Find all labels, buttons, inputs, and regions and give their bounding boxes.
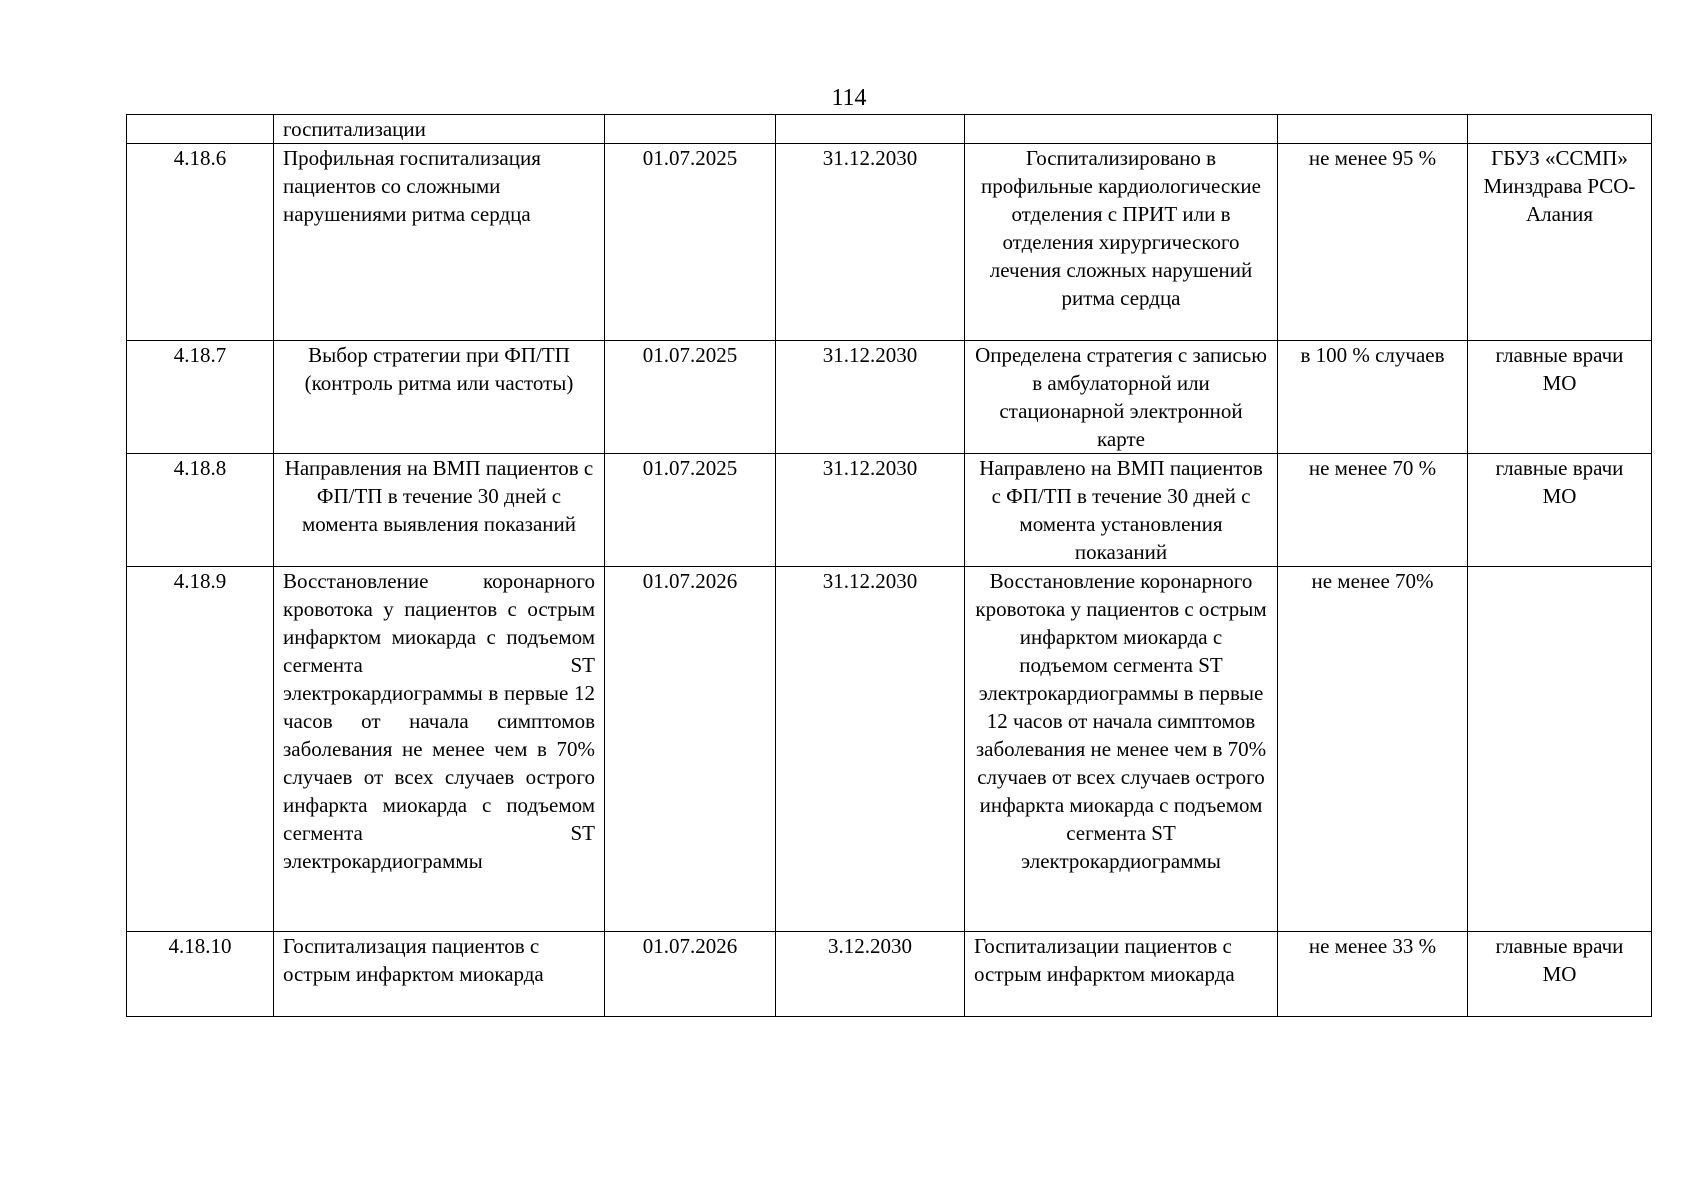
result-cell: Восстановление коронарного кровотока у пациентов с острым инфарктом миокарда с подъемом сегмента ST электрокардиограммы в первые 12 часов от начала симптомов заболевания не менее чем в 70% случаев от всех случаев острого инфаркта миокарда с подъемом сегмента ST электрокардиограммы [965,567,1278,932]
indicator-cell: в 100 % случаев [1278,341,1468,454]
indicator-cell: не менее 70 % [1278,454,1468,567]
item-number-cell: 4.18.6 [127,144,274,341]
result-cell: Госпитализировано в профильные кардиологические отделения с ПРИТ или в отделения хирургического лечения сложных нарушений ритма сердца [965,144,1278,341]
responsible-cell: главные врачи МО [1468,341,1652,454]
table-row [127,115,1652,144]
end-date-cell: 3.12.2030 [776,932,965,1017]
indicator-cell [1278,115,1468,144]
end-date-cell: 31.12.2030 [776,144,965,341]
item-number-cell: 4.18.10 [127,932,274,1017]
item-number-cell [127,115,274,144]
result-cell: Госпитализации пациентов с острым инфарктом миокарда [965,932,1278,1017]
responsible-cell: главные врачи МО [1468,454,1652,567]
event-cell: госпитализации [274,115,605,144]
item-number-cell: 4.18.7 [127,341,274,454]
table-row [127,144,1652,341]
start-date-cell [605,115,776,144]
table-row [127,567,1652,932]
end-date-cell [776,115,965,144]
result-cell [965,115,1278,144]
item-number-cell: 4.18.8 [127,454,274,567]
end-date-cell: 31.12.2030 [776,341,965,454]
event-cell: Выбор стратегии при ФП/ТП (контроль ритма или частоты) [274,341,605,454]
responsible-cell: ГБУЗ «ССМП» Минздрава РСО-Алания [1468,144,1652,341]
result-cell: Направлено на ВМП пациентов с ФП/ТП в течение 30 дней с момента установления показаний [965,454,1278,567]
event-cell: Профильная госпитализация пациентов со сложными нарушениями ритма сердца [274,144,605,341]
event-cell: Направления на ВМП пациентов с ФП/ТП в течение 30 дней с момента выявления показаний [274,454,605,567]
item-number-cell: 4.18.9 [127,567,274,932]
result-cell: Определена стратегия с записью в амбулаторной или стационарной электронной карте [965,341,1278,454]
indicator-cell: не менее 70% [1278,567,1468,932]
end-date-cell: 31.12.2030 [776,567,965,932]
indicator-cell: не менее 95 % [1278,144,1468,341]
start-date-cell: 01.07.2026 [605,932,776,1017]
table-row [127,341,1652,454]
indicator-cell: не менее 33 % [1278,932,1468,1017]
responsible-cell [1468,115,1652,144]
responsible-cell [1468,567,1652,932]
page-number: 114 [831,85,867,111]
start-date-cell: 01.07.2025 [605,341,776,454]
start-date-cell: 01.07.2025 [605,144,776,341]
table-row [127,454,1652,567]
table-row [127,932,1652,1017]
start-date-cell: 01.07.2026 [605,567,776,932]
end-date-cell: 31.12.2030 [776,454,965,567]
action-plan-table [126,114,1652,1017]
start-date-cell: 01.07.2025 [605,454,776,567]
event-cell: Восстановление коронарного кровотока у пациентов с острым инфарктом миокарда с подъемом сегмента ST электрокардиограммы в первые 12 часов от начала симптомов заболевания не менее чем в 70% случаев от всех случаев острого инфаркта миокарда с подъемом сегмента ST электрокардиограммы [274,567,605,932]
responsible-cell: главные врачи МО [1468,932,1652,1017]
event-cell: Госпитализация пациентов с острым инфарктом миокарда [274,932,605,1017]
